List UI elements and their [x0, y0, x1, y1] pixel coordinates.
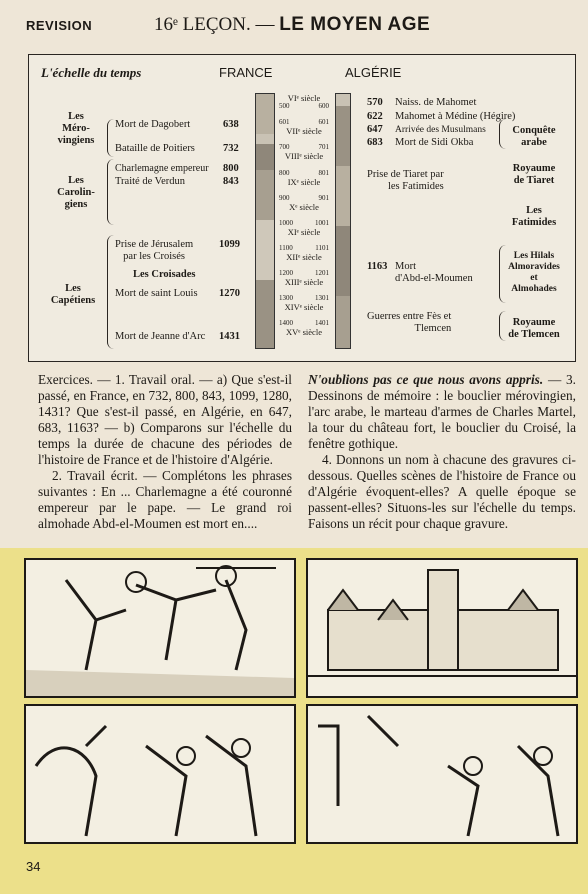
event-label: Bataille de Poitiers: [115, 143, 195, 154]
timeline-title: L'échelle du temps: [41, 65, 142, 80]
century: 1000 1001 XIᵉ siècle: [279, 219, 329, 237]
exercise-3-text: — 3. Dessinons de mémoire : le bouclier mérovingien, l'arc arabe, le marteau d'armes de Charles Martel, la tour du château fort, le bouclier du Croisé, la fenêtre gothique.: [308, 372, 576, 451]
brace: [107, 159, 114, 225]
algerie-dynasty: Les Fatimides: [511, 205, 557, 228]
event-label: Arrivée des Musulmans: [395, 125, 486, 135]
exercise-2-text: 2. Travail écrit. — Complétons les phrases suivantes : En ... Charlemagne a été couronné empereur par le pape. — Le grand roi almohade Abd-el-Moumen est mort en....: [38, 468, 292, 531]
event-label: Prise de Jérusalem par les Croisés: [115, 239, 194, 262]
engraving-cavalry: [24, 704, 296, 844]
dynasty-merovingiens: Les Méro- vingiens: [57, 111, 95, 146]
event-year: 1099: [219, 239, 240, 250]
event-year: 843: [223, 176, 239, 187]
algerie-dynasty: Royaume de Tlemcen: [508, 317, 560, 340]
century: 700 701 VIIIᵉ siècle: [279, 143, 329, 161]
algerie-column-header: ALGÉRIE: [345, 65, 402, 80]
time-scale-table: [28, 54, 576, 362]
page-header: [26, 14, 574, 40]
dynasty-capetiens: Les Capétiens: [50, 283, 96, 306]
event-year: 647: [367, 124, 383, 135]
event-label: Guerres entre Fès et Tlemcen: [367, 311, 452, 334]
engraving-castle: [306, 558, 578, 698]
event-year: 570: [367, 97, 383, 108]
brace: [107, 235, 114, 349]
century: 1100 1101 XIIᵉ siècle: [279, 244, 329, 262]
century: 1400 1401 XVᵉ siècle: [279, 319, 329, 337]
france-time-bar: [255, 93, 275, 349]
event-year: 800: [223, 163, 239, 174]
century: 800 801 IXᵉ siècle: [279, 169, 329, 187]
event-label: Mort d'Abd-el-Moumen: [395, 261, 473, 284]
exercises-right-column: [308, 372, 576, 532]
event-year: 732: [223, 143, 239, 154]
event-year: 622: [367, 111, 383, 122]
century: 1300 1301 XIVᵉ siècle: [279, 294, 329, 312]
event-label: Mort de Jeanne d'Arc: [115, 331, 206, 342]
event-year: 683: [367, 137, 383, 148]
century: VIᵉ siècle 500 600: [279, 93, 329, 110]
brace: [107, 119, 114, 157]
century-scale: [277, 93, 331, 349]
siege-illustration: [308, 706, 576, 842]
france-column-header: FRANCE: [219, 65, 273, 80]
event-year: 1270: [219, 288, 240, 299]
dynasty-carolingiens: Les Carolin- giens: [57, 175, 95, 210]
revision-label: REVISION: [26, 18, 93, 33]
battle-illustration: [26, 560, 294, 696]
algerie-dynasty: Royaume de Tiaret: [512, 163, 556, 186]
exercises-left-column: [38, 372, 292, 532]
engravings-area: [0, 548, 588, 894]
page-number: 34: [26, 859, 41, 874]
reminder-heading: N'oublions pas ce que nous avons appris.: [308, 372, 544, 387]
event-label: Mort de Sidi Okba: [395, 137, 474, 148]
event-label: Mort de saint Louis: [115, 288, 198, 299]
event-label: Les Croisades: [133, 269, 196, 280]
century: 900 901 Xᵉ siècle: [279, 194, 329, 212]
event-label: Traité de Verdun: [115, 176, 185, 187]
event-label: Mort de Dagobert: [115, 119, 191, 130]
event-year: 1163: [367, 261, 388, 272]
algerie-dynasty: Les Hilals Almoravides et Almohades: [508, 251, 560, 294]
event-year: 1431: [219, 331, 240, 342]
century: 601 601 VIIᵉ siècle: [279, 118, 329, 136]
event-year: 638: [223, 119, 239, 130]
engraving-battle: [24, 558, 296, 698]
lesson-title: 16ᵉ LEÇON. — LE MOYEN AGE: [154, 14, 431, 35]
cavalry-illustration: [26, 706, 294, 842]
event-label: Charlemagne empereur: [115, 163, 209, 174]
exercise-4-text: 4. Donnons un nom à chacune des gravures ci-dessous. Quelles scènes de l'histoire de France ou d'Algérie évoquent-elles? A quelle époque se passent-elles? Situons-les sur l'échelle du temps. Faisons un récit pour chaque gravure.: [308, 452, 576, 531]
engraving-siege: [306, 704, 578, 844]
event-label: Mahomet à Médine (Hégire): [395, 111, 516, 122]
castle-illustration: [308, 560, 576, 696]
century: 1200 1201 XIIIᵉ siècle: [279, 269, 329, 287]
algerie-dynasty: Conquête arabe: [512, 125, 556, 148]
exercise-1-text: Exercices. — 1. Travail oral. — a) Que s'est-il passé, en France, en 732, 800, 843, 1099, 1280, 1431? Que s'est-il passé, en Algérie, en 647, 683, 1163? — b) Comparons sur l'échelle du temps la durée de chacune des périodes de l'histoire de France et de l'histoire d'Algérie.: [38, 372, 292, 467]
algerie-time-bar: [335, 93, 351, 349]
event-label: Naiss. de Mahomet: [395, 97, 477, 108]
event-label: Prise de Tiaret par les Fatimides: [367, 169, 444, 192]
